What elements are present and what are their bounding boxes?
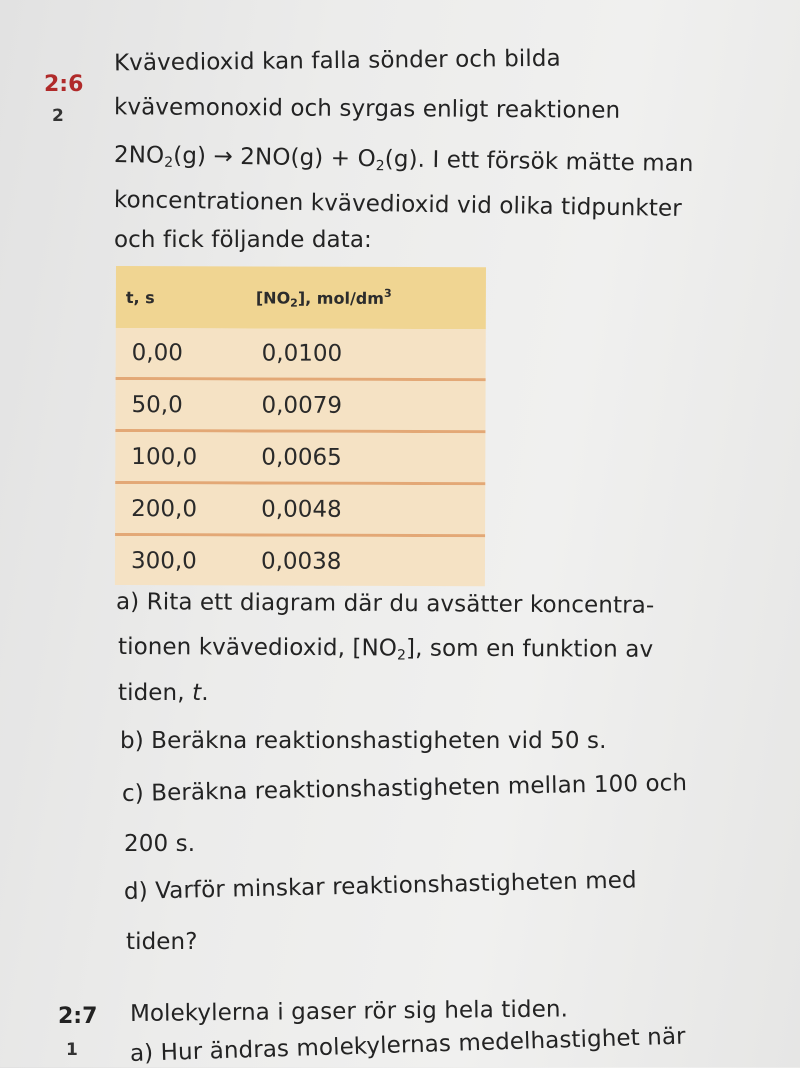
question-d-line: d) Varför minskar reaktionshastigheten med bbox=[123, 867, 637, 905]
data-table bbox=[115, 266, 486, 586]
reaction-part: (g). I ett försök mätte man bbox=[384, 146, 694, 178]
table-row bbox=[115, 484, 485, 537]
concentration-cell: 0,0065 bbox=[261, 444, 342, 471]
problem-number: 2:6 bbox=[44, 72, 84, 97]
problem-text-line: koncentrationen kvävedioxid vid olika tidpunkter bbox=[113, 187, 682, 222]
variable: t bbox=[192, 680, 202, 706]
problem-text-line: och fick följande data: bbox=[114, 227, 372, 253]
problem-number: 2:7 bbox=[58, 1004, 98, 1029]
time-cell: 50,0 bbox=[131, 391, 183, 418]
table-row bbox=[116, 328, 486, 381]
problem-text-line: kvävemonoxid och syrgas enligt reaktionen bbox=[113, 94, 621, 124]
subscript: 2 bbox=[164, 154, 174, 171]
text-part: ], som en funktion av bbox=[405, 635, 654, 663]
text-part: . bbox=[201, 680, 209, 706]
question-a-line bbox=[118, 679, 209, 707]
concentration-cell: 0,0038 bbox=[260, 548, 342, 575]
table-header bbox=[116, 266, 486, 329]
difficulty-level: 2 bbox=[52, 106, 64, 126]
question-c-line: c) Beräkna reaktionshastigheten mellan 100 och bbox=[121, 770, 688, 807]
subscript: 2 bbox=[290, 296, 298, 310]
question-d-line: tiden? bbox=[126, 929, 198, 955]
question-a-line bbox=[118, 633, 653, 664]
concentration-cell: 0,0100 bbox=[261, 340, 343, 367]
text-part: tiden, bbox=[118, 680, 193, 706]
text-part: tionen kvävedioxid, [NO bbox=[117, 634, 398, 662]
concentration-cell: 0,0048 bbox=[261, 496, 342, 523]
difficulty-level: 1 bbox=[66, 1040, 78, 1060]
question-a-line: a) Rita ett diagram där du avsätter koncentra- bbox=[115, 589, 655, 619]
header-part: ], mol/dm bbox=[297, 288, 384, 308]
table-row bbox=[115, 536, 485, 586]
table-row bbox=[115, 380, 485, 433]
problem-text-line: Kvävedioxid kan falla sönder och bilda bbox=[113, 45, 561, 77]
reaction-part: (g) → 2NO(g) + O bbox=[173, 142, 376, 173]
superscript: 3 bbox=[383, 286, 392, 300]
concentration-cell: 0,0079 bbox=[261, 392, 343, 419]
question-c-line: 200 s. bbox=[124, 831, 196, 857]
time-cell: 0,00 bbox=[131, 339, 183, 366]
time-cell: 200,0 bbox=[131, 495, 198, 522]
header-concentration bbox=[246, 288, 486, 308]
question-b: b) Beräkna reaktionshastigheten vid 50 s. bbox=[120, 728, 607, 754]
reaction-equation bbox=[114, 141, 694, 178]
time-cell: 100,0 bbox=[131, 443, 198, 470]
header-part: [NO bbox=[255, 287, 291, 308]
problem-text-line: a) Hur ändras molekylernas medelhastighet när bbox=[129, 1023, 687, 1067]
problem-text-line: Molekylerna i gaser rör sig hela tiden. bbox=[129, 996, 569, 1027]
subscript: 2 bbox=[396, 647, 407, 664]
header-time: t, s bbox=[125, 287, 155, 307]
subscript: 2 bbox=[375, 158, 385, 175]
table-row bbox=[115, 432, 485, 485]
time-cell: 300,0 bbox=[130, 547, 197, 574]
reaction-part: 2NO bbox=[113, 142, 165, 169]
